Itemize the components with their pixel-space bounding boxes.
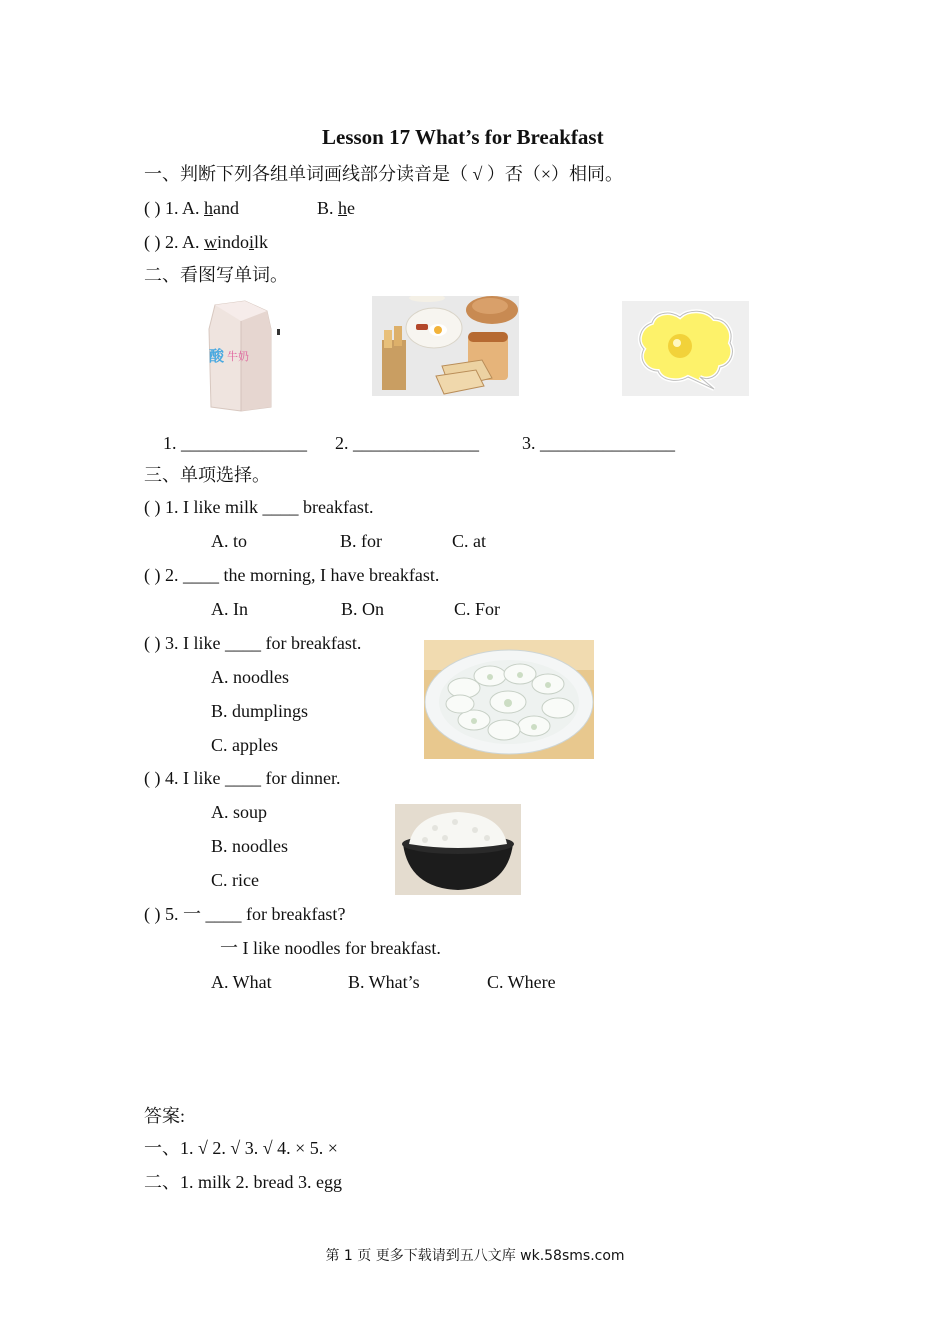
s1-q1-option-b: [317, 197, 355, 219]
milk-label-milk: 牛奶: [227, 350, 249, 363]
s2-blank-1[interactable]: 1. ______________: [163, 433, 307, 453]
s3-q3-option-c: C. apples: [211, 735, 278, 755]
s1-question-1: [144, 197, 239, 219]
bread-breakfast-image: [372, 296, 519, 396]
answers-line-2: 二、1. milk 2. bread 3. egg: [144, 1172, 342, 1192]
dumplings-image: [424, 640, 594, 759]
milk-carton-image: [205, 299, 281, 413]
s1-q1-b-rest: e: [347, 198, 356, 218]
s3-q5-option-c: C. Where: [487, 972, 556, 992]
page-footer: 第 1 页 更多下载请到五八文库 wk.58sms.com: [325, 1248, 625, 1264]
page-title: Lesson 17 What’s for Breakfast: [322, 125, 604, 149]
answers-line-1: 一、1. √ 2. √ 3. √ 4. × 5. ×: [144, 1138, 338, 1158]
s3-q4-option-c: C. rice: [211, 870, 259, 890]
s1-q1-b-underlined: h: [338, 198, 348, 218]
s3-q1-option-b: B. for: [340, 531, 382, 551]
s3-q2-option-b: B. On: [341, 599, 385, 619]
s3-q2-stem: ( ) 2. ____ the morning, I have breakfast.: [144, 565, 440, 585]
s3-q5-reply: 一 I like noodles for breakfast.: [220, 938, 441, 958]
s3-q1-stem: ( ) 1. I like milk ____ breakfast.: [144, 497, 374, 517]
s3-q5-stem: ( ) 5. 一 ____ for breakfast?: [144, 904, 346, 924]
s3-q1-option-c: C. at: [452, 531, 486, 551]
s3-q4-stem: ( ) 4. I like ____ for dinner.: [144, 768, 341, 788]
s1-q2-paren: ( ) 2. A.: [144, 232, 204, 252]
section2-heading: 二、看图写单词。: [144, 265, 288, 285]
s1-q2-a-underlined: w: [204, 232, 217, 252]
s1-q2-a-underlined-2: i: [249, 232, 255, 252]
s1-q2-a-mid: indo: [217, 232, 250, 252]
s3-q1-option-a: A. to: [211, 531, 247, 551]
fried-egg-image: [622, 301, 749, 396]
s3-q5-option-b: B. What’s: [348, 972, 420, 992]
section3-heading: 三、单项选择。: [144, 465, 270, 485]
s3-q3-option-b: B. dumplings: [211, 701, 309, 721]
milk-label-sour: 酸: [209, 347, 225, 365]
s1-q1-paren: ( ) 1. A.: [144, 198, 204, 218]
section1-heading: 一、判断下列各组单词画线部分读音是（ √ ）否（×）相同。: [144, 164, 624, 184]
s3-q2-option-a: A. In: [211, 599, 248, 619]
rice-bowl-image: [395, 804, 521, 895]
answers-heading: 答案:: [144, 1106, 186, 1126]
s3-q3-option-a: A. noodles: [211, 667, 289, 687]
s1-q1-a-underlined: h: [204, 198, 213, 218]
s1-question-2: [144, 231, 268, 253]
s3-q2-option-c: C. For: [454, 599, 501, 619]
s3-q3-stem: ( ) 3. I like ____ for breakfast.: [144, 633, 362, 653]
s3-q4-option-a: A. soup: [211, 802, 268, 822]
s1-q1-b-prefix: B.: [317, 198, 339, 218]
s1-q1-a-rest: and: [213, 198, 239, 218]
s3-q5-option-a: A. What: [211, 972, 272, 992]
s2-blank-3[interactable]: 3. _______________: [522, 433, 675, 453]
s3-q4-option-b: B. noodles: [211, 836, 289, 856]
s1-q2-a-rest: lk: [254, 232, 269, 252]
s2-blank-2[interactable]: 2. ______________: [335, 433, 479, 453]
